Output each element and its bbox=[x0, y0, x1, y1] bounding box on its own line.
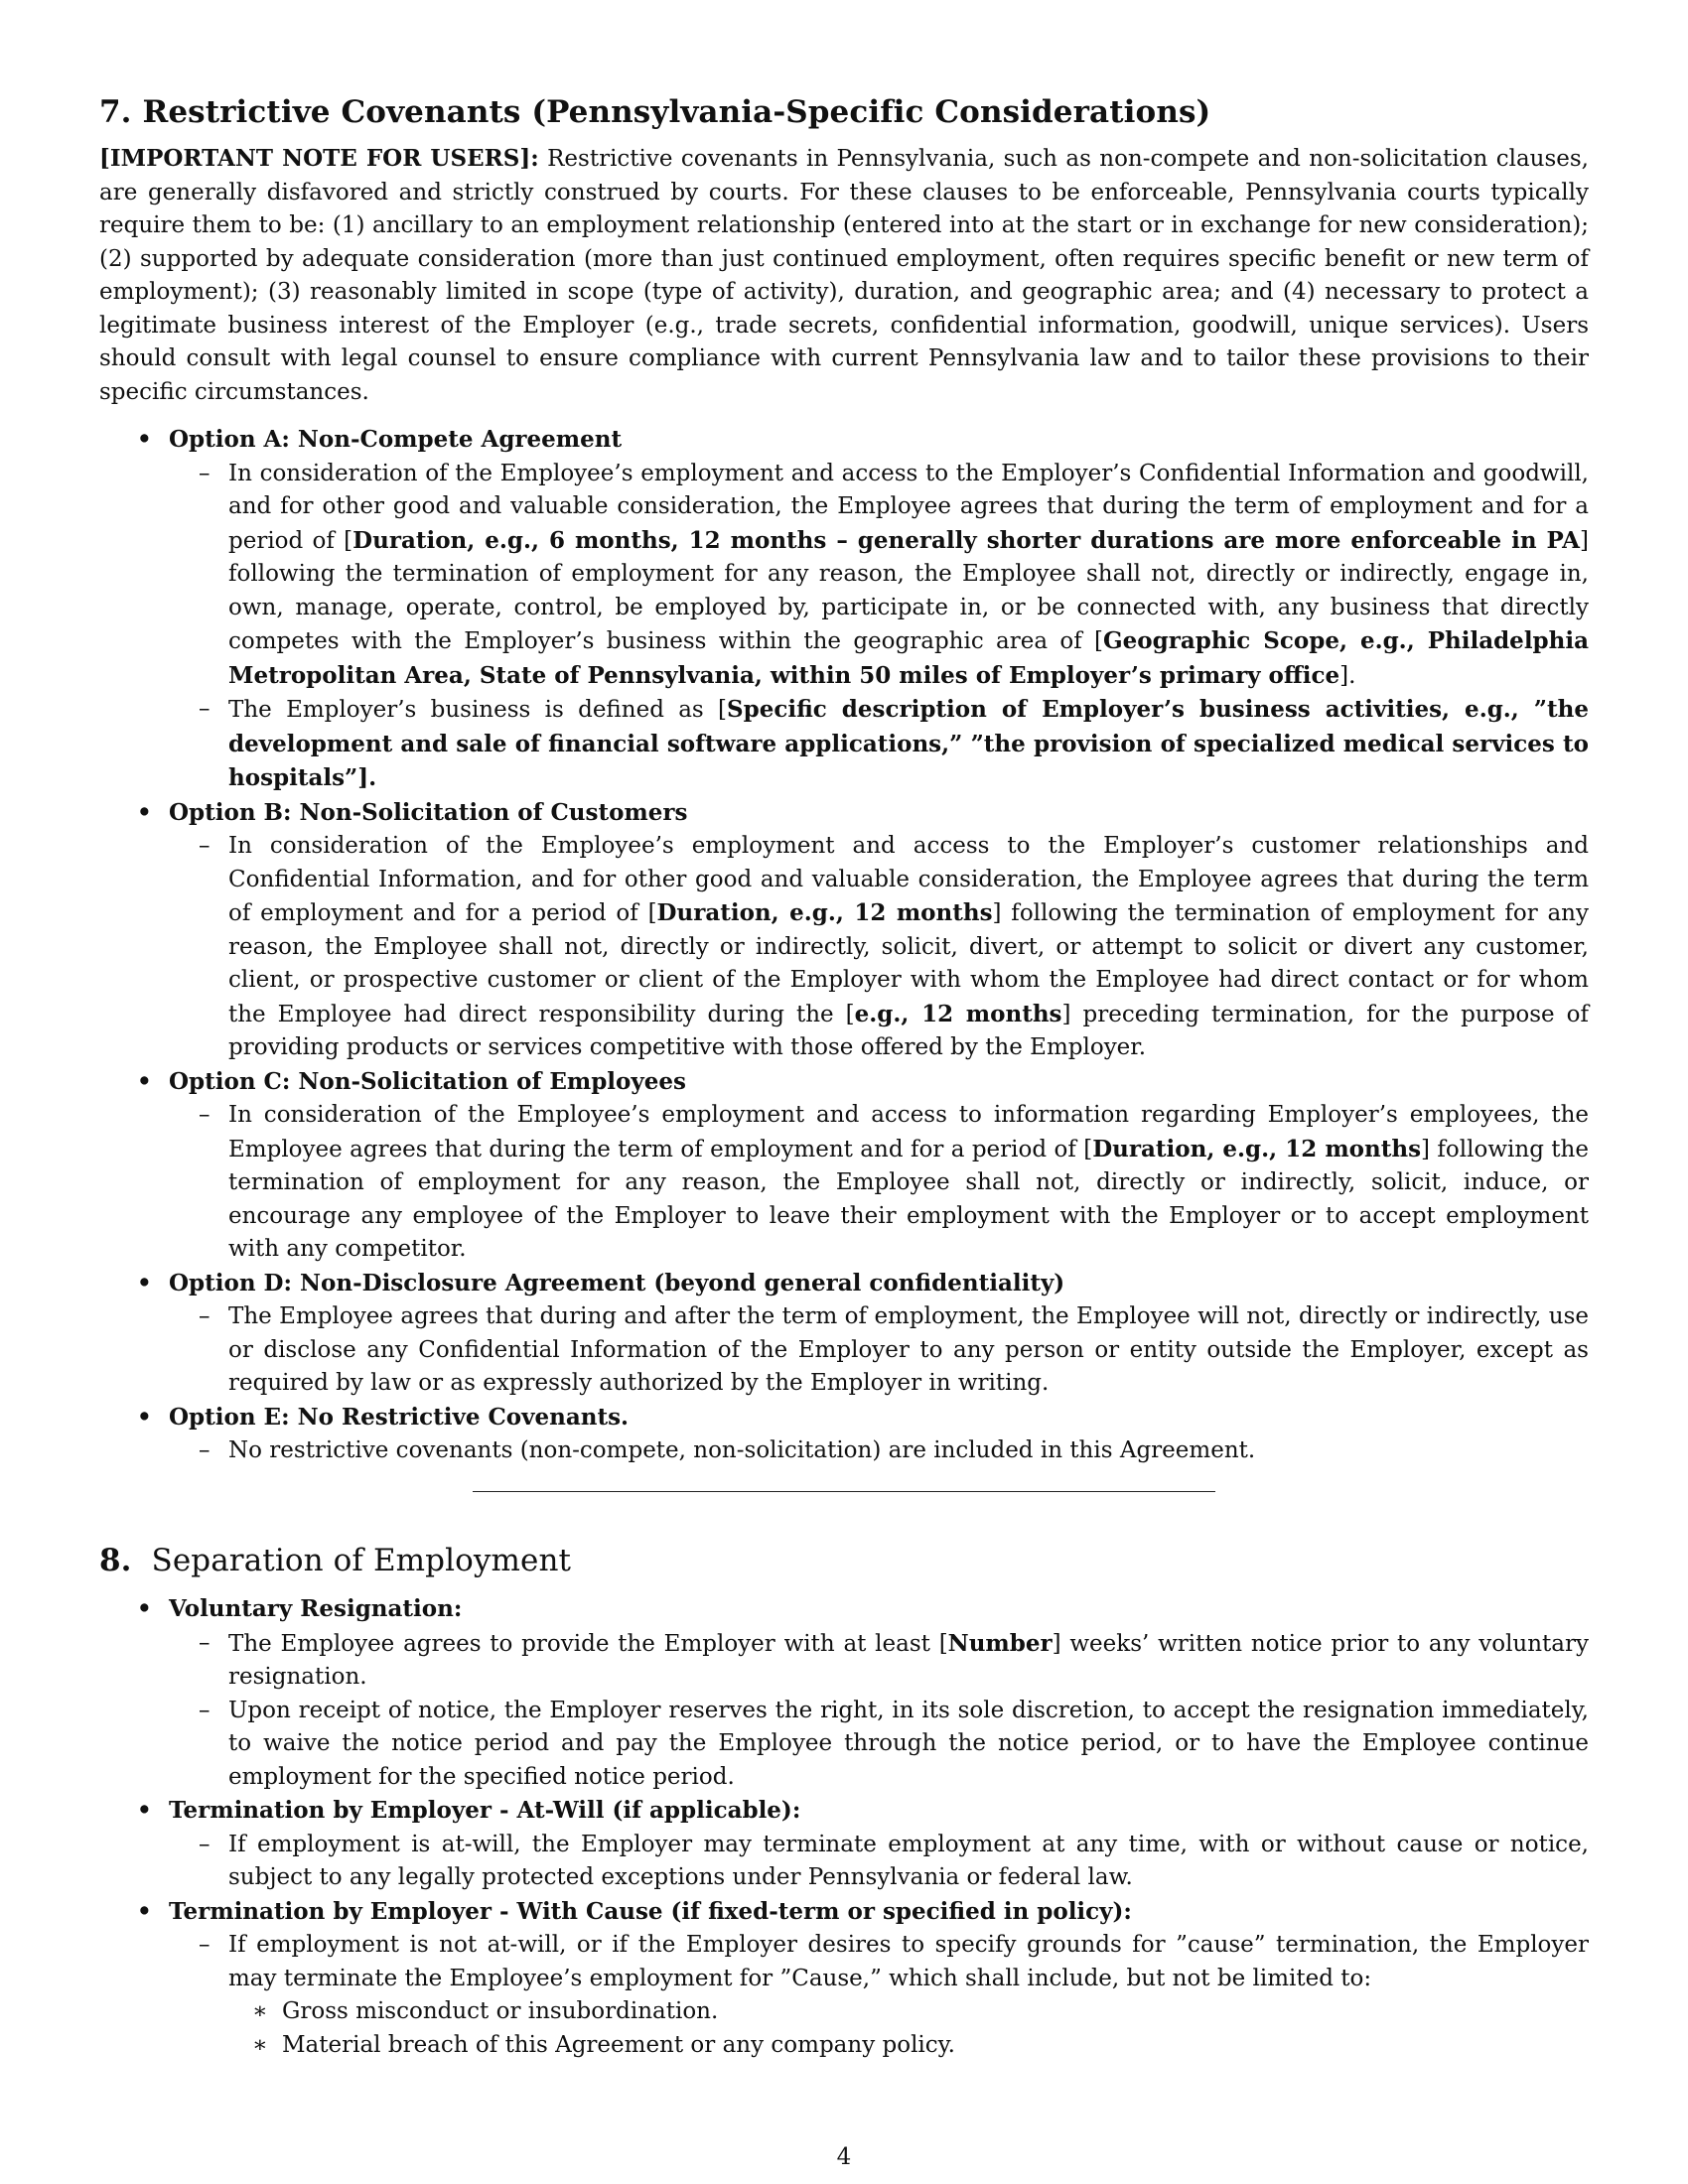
section-8 bbox=[99, 1543, 1589, 2062]
section-divider bbox=[473, 1491, 1215, 1492]
option-d: • Option D: Non-Disclosure Agreement (beyond general confidentiality) – The Employee agrees that during and after the term of employment, the Employee will not, directly or indirectly, use or disclose any Confidential Information of the Employer to any person or entity outside the Employer, except as required by law or as expressly authorized by the Employer in writing. bbox=[99, 1267, 1589, 1401]
termination-with-cause-title: Termination by Employer - With Cause (if fixed-term or specified in policy): bbox=[169, 1897, 1132, 1925]
section-8-heading: 8. Separation of Employment bbox=[99, 1543, 572, 1578]
cause-item: ∗ Gross misconduct or insubordination. bbox=[252, 1998, 719, 2024]
option-d-paragraph-1: – The Employee agrees that during and after the term of employment, the Employee will not, directly or indirectly, use or disclose any Confidential Information of the Employer to any person or entity outside the Employer, except as required by law or as expressly authorized by the Employer in writing. bbox=[199, 1303, 1589, 1396]
cause-item: ∗ Material breach of this Agreement or any company policy. bbox=[252, 2031, 955, 2058]
voluntary-resignation-title: Voluntary Resignation: bbox=[169, 1595, 463, 1622]
cause-paragraph-1: – If employment is not at-will, or if the Employer desires to specify grounds for ”cause” termination, the Employer may terminate the Employee’s employment for ”Cause,” which shall include, but not be limited to: ∗ Gross misconduct or insubordination. ∗ Material breach of this Agreement or any company policy. bbox=[169, 1929, 1589, 2062]
option-a: • Option A: Non-Compete Agreement – In consideration of the Employee’s employment and access to the Employer’s Confidential Information and goodwill, and for other good and valuable consideration, the Employee agrees that during the term of employment and for a period of [Duration, e.g., 6 months, 12 months – generally shorter durations are more enforceable in PA] following the termination of employment for any reason, the Employee shall not, directly or indirectly, engage in, own, manage, operate, control, be employed by, participate in, or be connected with, any business that directly competes with the Employer’s business within the geographic area of [Geographic Scope, e.g., Philadelphia Metropolitan Area, State of Pennsylvania, within 50 miles of Employer’s primary office]. – The Employer’s business is defined as [Specific description of Employer’s business activities, e.g., ”the development and sale of financial software applications,” ”the provision of specialized medical services to hospitals”]. bbox=[99, 423, 1589, 796]
termination-at-will: • Termination by Employer - At-Will (if applicable): – If employment is at-will, the Employer may terminate employment at any time, with or without cause or notice, subject to any legally protected exceptions under Pennsylvania or federal law. bbox=[99, 1794, 1589, 1895]
option-b: • Option B: Non-Solicitation of Customers – In consideration of the Employee’s employment and access to the Employer’s customer relationships and Confidential Information, and for other good and valuable consideration, the Employee agrees that during the term of employment and for a period of [Duration, e.g., 12 months] following the termination of employment for any reason, the Employee shall not, directly or indirectly, solicit, divert, or attempt to solicit or divert any customer, client, or prospective customer or client of the Employer with whom the Employee had direct contact or for whom the Employee had direct responsibility during the [e.g., 12 months] preceding termination, for the purpose of providing products or services competitive with those offered by the Employer. bbox=[99, 796, 1589, 1065]
voluntary-paragraph-2: – Upon receipt of notice, the Employer reserves the right, in its sole discretion, to accept the resignation immediately, to waive the notice period and pay the Employee through the notice period, or to have the Employee continue employment for the specified notice period. bbox=[199, 1697, 1589, 1790]
voluntary-resignation: • Voluntary Resignation: – The Employee agrees to provide the Employer with at least [Number] weeks’ written notice prior to any voluntary resignation. – Upon receipt of notice, the Employer reserves the right, in its sole discretion, to accept the resignation immediately, to waive the notice period and pay the Employee through the notice period, or to have the Employee continue employment for the specified notice period. bbox=[99, 1592, 1589, 1794]
important-note bbox=[99, 142, 1589, 409]
option-b-paragraph-1: – In consideration of the Employee’s employment and access to the Employer’s customer relationships and Confidential Information, and for other good and valuable consideration, the Employee agrees that during the term of employment and for a period of [Duration, e.g., 12 months] following the termination of employment for any reason, the Employee shall not, directly or indirectly, solicit, divert, or attempt to solicit or divert any customer, client, or prospective customer or client of the Employer with whom the Employee had direct contact or for whom the Employee had direct responsibility during the [e.g., 12 months] preceding termination, for the purpose of providing products or services competitive with those offered by the Employer. bbox=[199, 833, 1590, 1060]
option-a-title: Option A: Non-Compete Agreement bbox=[169, 426, 623, 453]
option-a-paragraph-2: – The Employer’s business is defined as [Specific description of Employer’s business activities, e.g., ”the development and sale of financial software applications,” ”the provision of specialized medical services to hospitals”]. bbox=[199, 696, 1590, 791]
option-c: • Option C: Non-Solicitation of Employees – In consideration of the Employee’s employment and access to information regarding Employer’s employees, the Employee agrees that during the term of employment and for a period of [Duration, e.g., 12 months] following the termination of employment for any reason, the Employee shall not, directly or indirectly, solicit, induce, or encourage any employee of the Employer to leave their employment with the Employer or to accept employment with any competitor. bbox=[99, 1065, 1589, 1267]
voluntary-paragraph-1: – The Employee agrees to provide the Employer with at least [Number] weeks’ written notice prior to any voluntary resignation. bbox=[199, 1629, 1589, 1690]
at-will-paragraph-1: – If employment is at-will, the Employer may terminate employment at any time, with or without cause or notice, subject to any legally protected exceptions under Pennsylvania or federal law. bbox=[199, 1831, 1589, 1890]
section-7 bbox=[99, 94, 1589, 1468]
option-a-paragraph-1: – In consideration of the Employee’s employment and access to the Employer’s Confidential Information and goodwill, and for other good and valuable consideration, the Employee agrees that during the term of employment and for a period of [Duration, e.g., 6 months, 12 months – generally shorter durations are more enforceable in PA] following the termination of employment for any reason, the Employee shall not, directly or indirectly, engage in, own, manage, operate, control, be employed by, participate in, or be connected with, any business that directly competes with the Employer’s business within the geographic area of [Geographic Scope, e.g., Philadelphia Metropolitan Area, State of Pennsylvania, within 50 miles of Employer’s primary office]. bbox=[199, 460, 1589, 689]
option-d-title: Option D: Non-Disclosure Agreement (beyond general confidentiality) bbox=[169, 1269, 1065, 1297]
option-c-title: Option C: Non-Solicitation of Employees bbox=[169, 1067, 686, 1095]
separation-list bbox=[99, 1592, 1589, 2062]
options-list bbox=[99, 423, 1589, 1468]
termination-with-cause: • Termination by Employer - With Cause (if fixed-term or specified in policy): – If employment is not at-will, or if the Employer desires to specify grounds for ”cause” termination, the Employer may terminate the Employee’s employment for ”Cause,” which shall include, but not be limited to: ∗ Gross misconduct or insubordination. ∗ Material breach of this Agreement or any company policy. bbox=[99, 1895, 1589, 2063]
option-e: • Option E: No Restrictive Covenants. – No restrictive covenants (non-compete, non-solicitation) are included in this Agreement. bbox=[99, 1401, 1589, 1468]
option-e-title: Option E: No Restrictive Covenants. bbox=[169, 1403, 630, 1431]
option-b-title: Option B: Non-Solicitation of Customers bbox=[169, 798, 688, 826]
note-label: [IMPORTANT NOTE FOR USERS]: bbox=[99, 145, 539, 172]
section-7-heading: 7. Restrictive Covenants (Pennsylvania-Specific Considerations) bbox=[99, 94, 1211, 130]
termination-at-will-title: Termination by Employer - At-Will (if applicable): bbox=[169, 1797, 801, 1824]
option-e-paragraph-1: – No restrictive covenants (non-compete, non-solicitation) are included in this Agreement. bbox=[199, 1437, 1256, 1463]
option-c-paragraph-1: – In consideration of the Employee’s employment and access to information regarding Employer’s employees, the Employee agrees that during the term of employment and for a period of [Duration, e.g., 12 months] following the termination of employment for any reason, the Employee shall not, directly or indirectly, solicit, induce, or encourage any employee of the Employer to leave their employment with the Employer or to accept employment with any competitor. bbox=[199, 1102, 1589, 1262]
page-number: 4 bbox=[836, 2144, 852, 2170]
note-text: Restrictive covenants in Pennsylvania, such as non-compete and non-solicitation clauses, are generally disfavored and strictly construed by courts. For these clauses to be enforceable, Pennsylvania courts typically require them to be: (1) ancillary to an employment relationship (entered into at the start or in exchange for new consideration); (2) supported by adequate consideration (more than just continued employment, often requires specific benefit or new term of employment); (3) reasonably limited in scope (type of activity), duration, and geographic area; and (4) necessary to protect a legitimate business interest of the Employer (e.g., trade secrets, confidential information, goodwill, unique services). Users should consult with legal counsel to ensure compliance with current Pennsylvania law and to tailor these provisions to their specific circumstances. bbox=[99, 146, 1589, 405]
